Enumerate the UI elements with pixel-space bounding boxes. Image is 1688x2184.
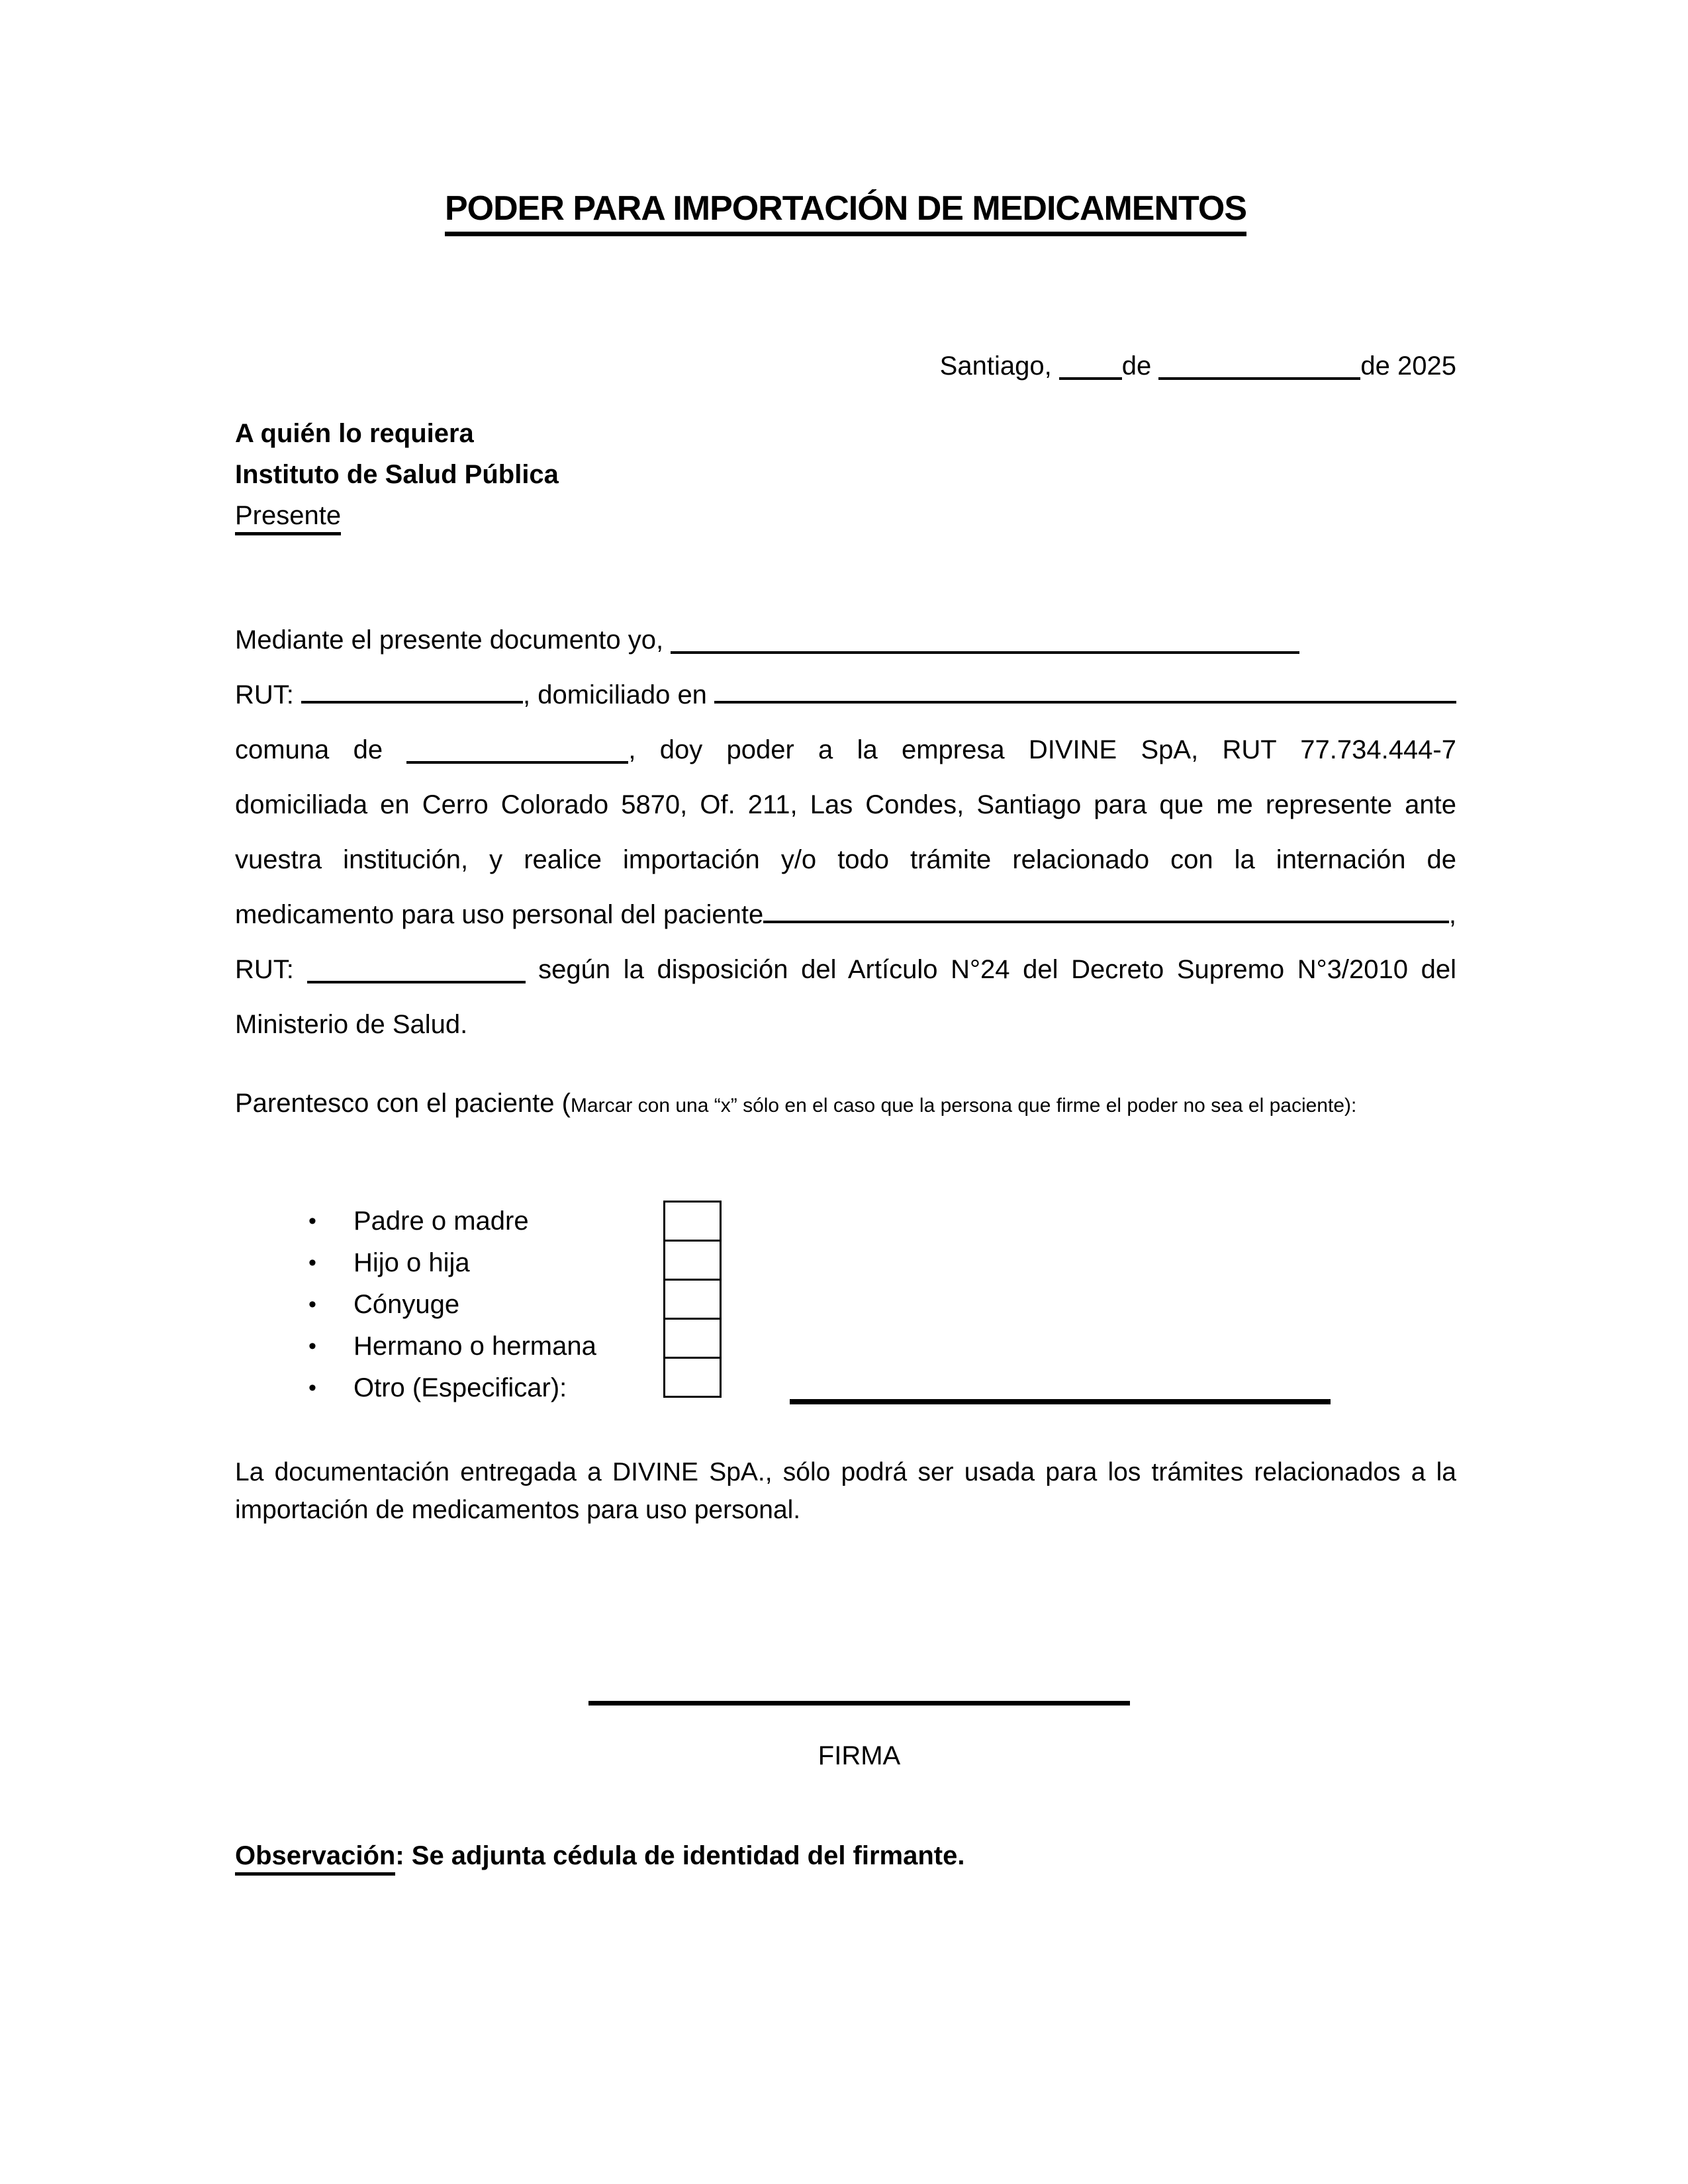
disclaimer-paragraph <box>235 1453 1456 1529</box>
relationship-option-list <box>235 1201 1456 1409</box>
checkbox-column <box>663 1201 722 1398</box>
relationship-option-label: Cónyuge <box>353 1290 460 1319</box>
relationship-note-label: Marcar con una “x” sólo en el caso que la persona que firme el poder no sea el paciente): <box>570 1095 1357 1116</box>
recipient-line-1: A quién lo requiera <box>235 419 474 448</box>
observation-note <box>235 1839 1456 1876</box>
date-line <box>235 349 1456 383</box>
form-line-7 <box>235 942 1456 997</box>
relationship-options-section <box>235 1201 1456 1419</box>
bullet-icon: • <box>308 1292 316 1317</box>
bullet-icon: • <box>308 1250 316 1275</box>
form-line-text: RUT: <box>235 680 301 709</box>
form-line-text: según la disposición del Artículo N°24 del Decreto Supremo N°3/2010 del <box>525 955 1456 984</box>
checkbox-option-5[interactable] <box>663 1357 722 1398</box>
form-line-text: RUT: <box>235 955 307 984</box>
relationship-option-1 <box>235 1201 1456 1242</box>
main-paragraph <box>235 613 1456 1052</box>
date-month-blank-field[interactable] <box>1158 355 1360 380</box>
relationship-intro-label: Parentesco con el paciente ( <box>235 1089 571 1118</box>
observation-text: : Se adjunta cédula de identidad del firmante. <box>395 1841 965 1870</box>
form-line-3 <box>235 723 1456 778</box>
page-title: PODER PARA IMPORTACIÓN DE MEDICAMENTOS <box>445 189 1246 236</box>
signature-line-field[interactable] <box>588 1701 1130 1706</box>
recipient-line-3: Presente <box>235 501 341 535</box>
form-line-1 <box>235 613 1456 668</box>
signature-label: FIRMA <box>818 1741 901 1770</box>
form-line-text: vuestra institución, y realice importación y/o todo trámite relacionado con la internación de <box>235 845 1456 874</box>
date-day-blank-field[interactable] <box>1059 355 1122 380</box>
date-year-label: de 2025 <box>1360 351 1456 381</box>
date-de-label: de <box>1121 351 1159 381</box>
form-line-2 <box>235 668 1456 723</box>
form-line-8 <box>235 997 1456 1052</box>
disclaimer-line-1: La documentación entregada a DIVINE SpA., sólo podrá ser usada para los trámites relacionados a la <box>235 1458 1456 1486</box>
bullet-icon: • <box>308 1375 316 1400</box>
blank-field[interactable] <box>307 958 526 983</box>
form-line-text: medicamento para uso personal del paciente <box>235 900 764 929</box>
form-line-4 <box>235 778 1456 833</box>
blank-field[interactable] <box>301 678 523 704</box>
relationship-option-label: Otro (Especificar): <box>353 1373 567 1402</box>
blank-field[interactable] <box>406 739 628 764</box>
recipient-line-2: Instituto de Salud Pública <box>235 460 559 489</box>
other-specify-blank-field[interactable] <box>790 1399 1331 1404</box>
bullet-icon: • <box>308 1208 316 1234</box>
form-line-text: , <box>1448 900 1456 929</box>
signature-section <box>588 1701 1130 1772</box>
relationship-option-label: Hermano o hermana <box>353 1332 596 1361</box>
form-line-text: Ministerio de Salud. <box>235 1010 468 1039</box>
relationship-option-2 <box>235 1242 1456 1284</box>
form-line-text: , doy poder a la empresa DIVINE SpA, RUT 77.734.444-7 <box>628 735 1456 764</box>
blank-field[interactable] <box>714 697 1456 704</box>
blank-field[interactable] <box>763 917 1449 923</box>
form-line-text: domiciliada en Cerro Colorado 5870, Of. 211, Las Condes, Santiago para que me represente ante <box>235 790 1456 819</box>
relationship-heading <box>235 1085 1456 1124</box>
form-line-6 <box>235 887 1456 942</box>
checkbox-option-3[interactable] <box>663 1279 722 1320</box>
relationship-option-4 <box>235 1326 1456 1367</box>
date-city-label: Santiago, <box>939 351 1059 381</box>
recipient-block <box>235 413 1456 536</box>
relationship-option-label: Hijo o hija <box>353 1248 470 1277</box>
blank-field[interactable] <box>671 629 1299 654</box>
form-line-text: Mediante el presente documento yo, <box>235 625 671 655</box>
title-section <box>235 189 1456 236</box>
form-line-text: , domiciliado en <box>523 680 715 709</box>
relationship-option-3 <box>235 1284 1456 1326</box>
form-line-5 <box>235 833 1456 887</box>
relationship-option-label: Padre o madre <box>353 1206 529 1236</box>
observation-label: Observación <box>235 1841 395 1876</box>
disclaimer-line-2: importación de medicamentos para uso personal. <box>235 1496 801 1524</box>
checkbox-option-1[interactable] <box>663 1201 722 1242</box>
checkbox-option-2[interactable] <box>663 1240 722 1281</box>
bullet-icon: • <box>308 1334 316 1359</box>
form-line-text: comuna de <box>235 735 407 764</box>
checkbox-option-4[interactable] <box>663 1318 722 1359</box>
